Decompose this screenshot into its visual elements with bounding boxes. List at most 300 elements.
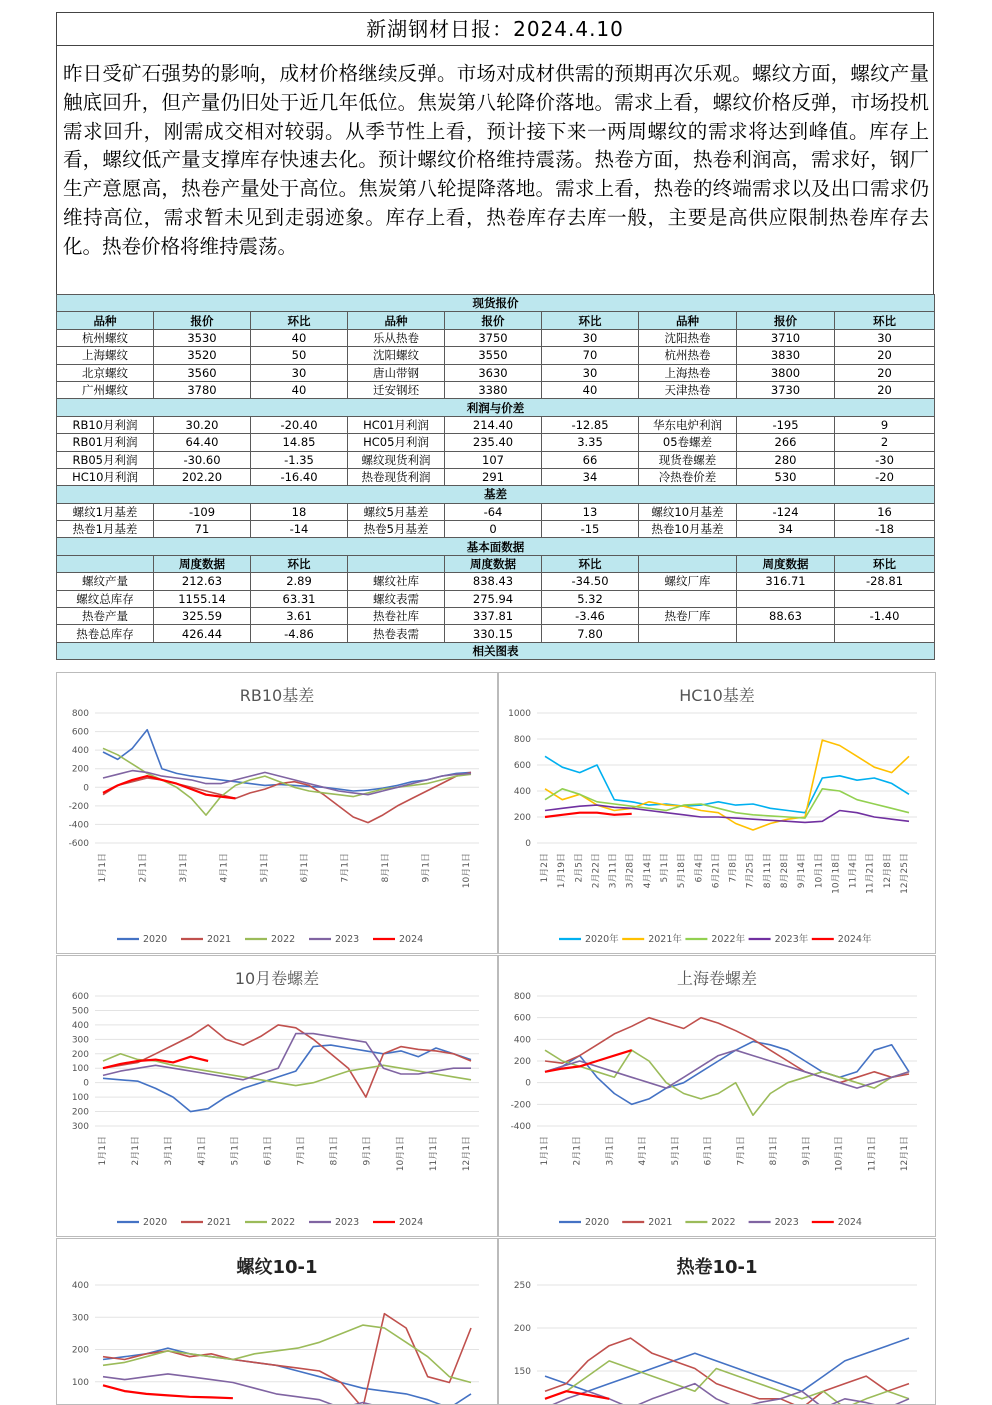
x-tick-label: 10月18日 <box>831 853 842 894</box>
table-cell: -1.40 <box>835 608 935 625</box>
table-cell: -18 <box>835 521 935 538</box>
x-tick-label: 4月1日 <box>638 1136 649 1166</box>
table-cell: 上海热卷 <box>639 364 737 381</box>
series-line <box>545 813 632 817</box>
x-tick-label: 7月1日 <box>340 853 351 883</box>
table-row <box>57 503 935 520</box>
market-summary: 昨日受矿石强势的影响，成材价格继续反弹。市场对成材供需的预期再次乐观。螺纹方面，螺纹产量触底回升，但产量仍旧处于近几年低位。焦炭第八轮降价落地。需求上看，螺纹价格反弹，市场投机需求回升，刚需成交相对较弱。从季节性上看，预计接下来一两周螺纹的需求将达到峰值。库存上看，螺纹低产量支撑库存快速去化。预计螺纹价格维持震荡。热卷方面，热卷利润高，需求好，钢厂生产意愿高，热卷产量处于高位。焦炭第八轮提降落地。需求上看，热卷的终端需求以及出口需求仍维持高位，需求暂未见到走弱迹象。库存上看，热卷库存去库一般，主要是高供应限制热卷库存去化。热卷价格将维持震荡。 <box>56 46 934 294</box>
x-tick-label: 3月1日 <box>164 1136 175 1166</box>
table-cell: 30 <box>835 329 935 346</box>
table-cell: 70 <box>542 347 639 364</box>
y-tick-label: 300 <box>71 1313 89 1324</box>
legend-label: 2023 <box>335 934 360 945</box>
series-line <box>103 1374 471 1404</box>
table-cell: 63.31 <box>251 590 348 607</box>
column-header: 品种 <box>639 312 737 329</box>
x-tick-label: 5月1日 <box>259 853 270 883</box>
y-tick-label: 800 <box>513 992 531 1002</box>
series-line <box>103 730 471 791</box>
table-cell: 40 <box>251 381 348 398</box>
column-header: 报价 <box>154 312 251 329</box>
chart-plot <box>499 673 935 953</box>
column-header: 环比 <box>835 312 935 329</box>
legend-label: 2022年 <box>711 934 746 945</box>
series-line <box>545 1338 909 1391</box>
chart-plot <box>57 956 497 1236</box>
table-cell: 冷热卷价差 <box>639 468 737 485</box>
x-tick-label: 2月1日 <box>572 1136 583 1166</box>
table-cell: -16.40 <box>251 468 348 485</box>
table-row <box>57 329 935 346</box>
table-cell: 88.63 <box>737 608 835 625</box>
x-tick-label: 5月18日 <box>677 853 688 889</box>
table-cell: 迁安钢坯 <box>348 381 445 398</box>
table-cell: 热卷厂库 <box>639 608 737 625</box>
y-tick-label: 400 <box>513 787 531 797</box>
x-tick-label: 11月1日 <box>867 1136 878 1172</box>
table-cell: -20 <box>835 468 935 485</box>
report-title: 新湖钢材日报：2024.4.10 <box>56 12 934 46</box>
table-cell: 34 <box>737 521 835 538</box>
chart-plot <box>499 956 935 1236</box>
x-tick-label: 9月1日 <box>801 1136 812 1166</box>
table-row <box>57 573 935 590</box>
y-tick-label: 0 <box>83 1078 89 1089</box>
table-cell <box>639 590 737 607</box>
x-tick-label: 6月1日 <box>703 1136 714 1166</box>
table-cell: 13 <box>542 503 639 520</box>
x-tick-label: 11月4日 <box>848 853 859 889</box>
x-tick-label: 1月2日 <box>540 853 550 883</box>
table-cell: 热卷产量 <box>57 608 154 625</box>
column-header: 品种 <box>57 312 154 329</box>
x-tick-label: 10月1日 <box>834 1136 845 1172</box>
y-tick-label: 400 <box>513 1035 531 1046</box>
y-tick-label: 200 <box>71 1049 89 1060</box>
y-tick-label: 100 <box>71 1377 89 1388</box>
table-cell: 325.59 <box>154 608 251 625</box>
legend-label: 2024 <box>837 1217 862 1228</box>
column-header: 周度数据 <box>737 555 835 572</box>
table-cell: 螺纹1月基差 <box>57 503 154 520</box>
table-cell: 20 <box>835 347 935 364</box>
y-tick-label: -600 <box>68 839 89 849</box>
x-tick-label: 1月1日 <box>540 1136 550 1166</box>
legend-label: 2022 <box>271 1217 296 1228</box>
table-row <box>57 434 935 451</box>
table-cell: 16 <box>835 503 935 520</box>
table-cell: 66 <box>542 451 639 468</box>
chart-1 <box>56 672 498 954</box>
spot-price-table <box>56 294 935 660</box>
table-cell: 34 <box>542 468 639 485</box>
y-tick-label: 0 <box>83 783 89 794</box>
table-cell: -30.60 <box>154 451 251 468</box>
table-cell: 30 <box>542 364 639 381</box>
table-cell: 7.80 <box>542 625 639 642</box>
table-cell: HC10月利润 <box>57 468 154 485</box>
table-cell <box>737 625 835 642</box>
x-tick-label: 11月1日 <box>428 1136 439 1172</box>
table-cell: 275.94 <box>445 590 542 607</box>
table-row <box>57 416 935 433</box>
y-tick-label: 200 <box>71 764 89 775</box>
column-header: 环比 <box>251 312 348 329</box>
table-cell: 沈阳热卷 <box>639 329 737 346</box>
y-tick-label: 400 <box>71 1020 89 1031</box>
column-header: 环比 <box>542 555 639 572</box>
column-header <box>639 555 737 572</box>
x-tick-label: 11月21日 <box>865 853 876 894</box>
legend-label: 2021 <box>648 1217 673 1228</box>
x-tick-label: 6月21日 <box>711 853 722 889</box>
x-tick-label: 4月1日 <box>197 1136 208 1166</box>
table-cell: 螺纹5月基差 <box>348 503 445 520</box>
table-cell: 20 <box>835 364 935 381</box>
x-tick-label: 5月1日 <box>230 1136 241 1166</box>
table-cell: 0 <box>445 521 542 538</box>
table-row <box>57 381 935 398</box>
x-tick-label: 1月1日 <box>98 1136 108 1166</box>
table-cell: RB01月利润 <box>57 434 154 451</box>
legend-label: 2020 <box>143 934 168 945</box>
x-tick-label: 2月1日 <box>138 853 149 883</box>
charts-area <box>56 672 934 1403</box>
table-cell: -28.81 <box>835 573 935 590</box>
x-tick-label: 8月11日 <box>762 853 773 889</box>
y-tick-label: 800 <box>513 735 531 745</box>
series-line <box>103 1057 208 1069</box>
fundamental-section-header: 基本面数据 <box>57 538 935 555</box>
table-cell: 838.43 <box>445 573 542 590</box>
table-cell: 18 <box>251 503 348 520</box>
chart-5 <box>56 1238 498 1405</box>
x-tick-label: 4月1日 <box>219 853 230 883</box>
table-cell: -195 <box>737 416 835 433</box>
column-header <box>348 555 445 572</box>
chart-title: RB10基差 <box>239 686 315 705</box>
table-cell: 426.44 <box>154 625 251 642</box>
table-cell: 热卷总库存 <box>57 625 154 642</box>
x-tick-label: 10月1日 <box>395 1136 406 1172</box>
table-cell: 热卷1月基差 <box>57 521 154 538</box>
table-cell <box>639 625 737 642</box>
table-row <box>57 521 935 538</box>
table-cell: 214.40 <box>445 416 542 433</box>
y-tick-label: 400 <box>71 1281 89 1291</box>
y-tick-label: 600 <box>513 1013 531 1024</box>
chart-plot <box>57 673 497 953</box>
table-cell: RB05月利润 <box>57 451 154 468</box>
x-tick-label: 6月1日 <box>300 853 311 883</box>
table-cell: 螺纹总库存 <box>57 590 154 607</box>
table-row <box>57 608 935 625</box>
column-header: 环比 <box>251 555 348 572</box>
chart-4 <box>498 955 936 1237</box>
table-row <box>57 451 935 468</box>
y-tick-label: 100 <box>71 1093 89 1104</box>
x-tick-label: 4月14日 <box>642 853 653 889</box>
x-tick-label: 9月1日 <box>421 853 432 883</box>
table-cell: -15 <box>542 521 639 538</box>
x-tick-label: 12月1日 <box>462 1136 472 1172</box>
y-tick-label: -400 <box>510 1122 531 1132</box>
table-cell: HC05月利润 <box>348 434 445 451</box>
x-tick-label: 2月1日 <box>131 1136 142 1166</box>
y-tick-label: 0 <box>525 839 531 849</box>
x-tick-label: 7月8日 <box>728 853 739 883</box>
table-cell: -34.50 <box>542 573 639 590</box>
chart-title: HC10基差 <box>679 686 755 705</box>
table-cell: 107 <box>445 451 542 468</box>
table-cell: 330.15 <box>445 625 542 642</box>
legend-label: 2021年 <box>648 934 682 945</box>
table-cell: 上海螺纹 <box>57 347 154 364</box>
legend-label: 2020年 <box>585 934 619 945</box>
table-cell: -109 <box>154 503 251 520</box>
x-tick-label: 8月1日 <box>329 1136 340 1166</box>
legend-label: 2022 <box>271 934 296 945</box>
table-row <box>57 590 935 607</box>
x-tick-label: 9月1日 <box>362 1136 373 1166</box>
x-tick-label: 12月8日 <box>882 853 893 889</box>
table-cell: 广州螺纹 <box>57 381 154 398</box>
x-tick-label: 3月11日 <box>608 853 619 889</box>
table-cell: 2.89 <box>251 573 348 590</box>
x-tick-label: 6月4日 <box>694 853 705 883</box>
legend-label: 2024年 <box>837 934 872 945</box>
y-tick-label: 500 <box>71 1006 89 1017</box>
y-tick-label: 200 <box>71 1107 89 1118</box>
x-tick-label: 3月1日 <box>605 1136 616 1166</box>
y-tick-label: 250 <box>513 1281 531 1291</box>
table-cell: 291 <box>445 468 542 485</box>
chart-title: 热卷10-1 <box>676 1257 758 1278</box>
x-tick-label: 5月1日 <box>660 853 670 883</box>
table-cell: -30 <box>835 451 935 468</box>
series-line <box>103 1045 471 1112</box>
table-cell: 05卷螺差 <box>639 434 737 451</box>
table-cell: 3380 <box>445 381 542 398</box>
table-cell: -14 <box>251 521 348 538</box>
x-tick-label: 12月25日 <box>900 853 910 894</box>
table-cell: 螺纹社库 <box>348 573 445 590</box>
legend-label: 2020 <box>585 1217 610 1228</box>
table-cell: 280 <box>737 451 835 468</box>
series-line <box>103 1325 471 1382</box>
x-tick-label: 8月28日 <box>780 853 790 889</box>
table-cell: 30 <box>251 364 348 381</box>
table-cell: 235.40 <box>445 434 542 451</box>
spot-section-header: 现货报价 <box>57 295 935 312</box>
table-cell: 20 <box>835 381 935 398</box>
table-cell: 螺纹现货利润 <box>348 451 445 468</box>
x-tick-label: 6月1日 <box>263 1136 274 1166</box>
y-tick-label: 200 <box>513 813 531 823</box>
legend-label: 2020 <box>143 1217 168 1228</box>
table-cell: 30 <box>542 329 639 346</box>
table-cell: 热卷10月基差 <box>639 521 737 538</box>
table-cell: 3830 <box>737 347 835 364</box>
y-tick-label: 200 <box>513 1057 531 1067</box>
x-tick-label: 12月1日 <box>900 1136 910 1172</box>
fundamental-column-headers <box>57 555 935 572</box>
table-cell: 3.35 <box>542 434 639 451</box>
column-header: 周度数据 <box>154 555 251 572</box>
x-tick-label: 8月1日 <box>381 853 392 883</box>
chart-6 <box>498 1238 936 1405</box>
table-cell: 热卷社库 <box>348 608 445 625</box>
y-tick-label: 0 <box>525 1078 531 1089</box>
column-header: 环比 <box>542 312 639 329</box>
x-tick-label: 9月14日 <box>797 853 808 889</box>
table-cell: 螺纹10月基差 <box>639 503 737 520</box>
series-line <box>103 1385 233 1398</box>
legend-label: 2024 <box>399 934 424 945</box>
y-tick-label: -200 <box>68 801 89 812</box>
table-cell: HC01月利润 <box>348 416 445 433</box>
legend-label: 2024 <box>399 1217 424 1228</box>
table-cell: 乐从热卷 <box>348 329 445 346</box>
series-line <box>103 1034 471 1080</box>
table-cell: 3.61 <box>251 608 348 625</box>
table-cell: 2 <box>835 434 935 451</box>
table-cell: -1.35 <box>251 451 348 468</box>
column-header: 环比 <box>835 555 935 572</box>
legend-label: 2023 <box>335 1217 360 1228</box>
y-tick-label: 400 <box>71 746 89 757</box>
column-header: 周度数据 <box>445 555 542 572</box>
table-cell: 北京螺纹 <box>57 364 154 381</box>
legend-label: 2021 <box>207 934 232 945</box>
table-cell: 337.81 <box>445 608 542 625</box>
x-tick-label: 3月1日 <box>178 853 189 883</box>
table-cell: 530 <box>737 468 835 485</box>
x-tick-label: 1月1日 <box>98 853 108 883</box>
table-row <box>57 468 935 485</box>
table-cell <box>835 590 935 607</box>
chart-2 <box>498 672 936 954</box>
table-cell: 3710 <box>737 329 835 346</box>
table-cell: 5.32 <box>542 590 639 607</box>
table-cell: -12.85 <box>542 416 639 433</box>
y-tick-label: 600 <box>71 992 89 1002</box>
table-cell: 沈阳螺纹 <box>348 347 445 364</box>
table-cell <box>737 590 835 607</box>
y-tick-label: 200 <box>71 1345 89 1356</box>
spot-column-headers <box>57 312 935 329</box>
table-cell: -20.40 <box>251 416 348 433</box>
table-cell: 螺纹产量 <box>57 573 154 590</box>
y-tick-label: -400 <box>68 820 89 831</box>
y-tick-label: 150 <box>513 1367 531 1377</box>
legend-label: 2023年 <box>774 934 809 945</box>
table-cell: RB10月利润 <box>57 416 154 433</box>
table-cell: 40 <box>251 329 348 346</box>
chart-title: 10月卷螺差 <box>234 969 320 988</box>
table-cell: 64.40 <box>154 434 251 451</box>
table-cell: -124 <box>737 503 835 520</box>
x-tick-label: 2月5日 <box>574 853 585 883</box>
table-cell: 华东电炉利润 <box>639 416 737 433</box>
y-tick-label: 800 <box>71 709 89 719</box>
table-cell: 唐山带钢 <box>348 364 445 381</box>
table-cell: 50 <box>251 347 348 364</box>
column-header: 报价 <box>737 312 835 329</box>
legend-label: 2023 <box>774 1217 799 1228</box>
table-cell: 3780 <box>154 381 251 398</box>
table-cell: 1155.14 <box>154 590 251 607</box>
column-header <box>57 555 154 572</box>
basis-section-header: 基差 <box>57 486 935 503</box>
column-header: 报价 <box>445 312 542 329</box>
table-cell: 40 <box>542 381 639 398</box>
x-tick-label: 7月1日 <box>736 1136 747 1166</box>
x-tick-label: 10月1日 <box>462 853 472 889</box>
table-cell: 9 <box>835 416 935 433</box>
table-row <box>57 347 935 364</box>
table-cell: 热卷表需 <box>348 625 445 642</box>
table-cell: 杭州螺纹 <box>57 329 154 346</box>
chart-title: 螺纹10-1 <box>236 1257 318 1278</box>
table-cell: 热卷现货利润 <box>348 468 445 485</box>
charts-section-header: 相关图表 <box>57 642 935 659</box>
table-cell: 14.85 <box>251 434 348 451</box>
table-cell: 3560 <box>154 364 251 381</box>
series-line <box>103 1054 471 1086</box>
table-cell: 3800 <box>737 364 835 381</box>
y-tick-label: 100 <box>71 1064 89 1075</box>
table-cell: 202.20 <box>154 468 251 485</box>
chart-3 <box>56 955 498 1237</box>
y-tick-label: 600 <box>71 727 89 738</box>
table-cell: -64 <box>445 503 542 520</box>
x-tick-label: 1月19日 <box>557 853 568 889</box>
table-cell: 3520 <box>154 347 251 364</box>
profit-section-header: 利润与价差 <box>57 399 935 416</box>
table-cell: 316.71 <box>737 573 835 590</box>
table-cell: 30.20 <box>154 416 251 433</box>
chart-title: 上海卷螺差 <box>676 969 757 988</box>
table-cell: 71 <box>154 521 251 538</box>
x-tick-label: 2月22日 <box>591 853 602 889</box>
y-tick-label: -200 <box>510 1100 531 1111</box>
y-tick-label: 200 <box>513 1324 531 1334</box>
y-tick-label: 300 <box>71 1035 89 1046</box>
legend-label: 2021 <box>207 1217 232 1228</box>
x-tick-label: 10月1日 <box>814 853 825 889</box>
series-line <box>103 1314 471 1404</box>
y-tick-label: 600 <box>513 761 531 771</box>
table-cell: -4.86 <box>251 625 348 642</box>
x-tick-label: 5月1日 <box>670 1136 681 1166</box>
table-cell: -3.46 <box>542 608 639 625</box>
legend-label: 2022 <box>711 1217 736 1228</box>
table-cell: 3550 <box>445 347 542 364</box>
x-tick-label: 7月1日 <box>296 1136 307 1166</box>
table-cell: 3630 <box>445 364 542 381</box>
column-header: 品种 <box>348 312 445 329</box>
x-tick-label: 7月25日 <box>745 853 756 889</box>
table-cell: 3530 <box>154 329 251 346</box>
table-row <box>57 625 935 642</box>
table-cell: 现货卷螺差 <box>639 451 737 468</box>
y-tick-label: 300 <box>71 1122 89 1132</box>
table-cell: 螺纹厂库 <box>639 573 737 590</box>
table-cell: 螺纹表需 <box>348 590 445 607</box>
table-cell: 266 <box>737 434 835 451</box>
table-cell <box>835 625 935 642</box>
